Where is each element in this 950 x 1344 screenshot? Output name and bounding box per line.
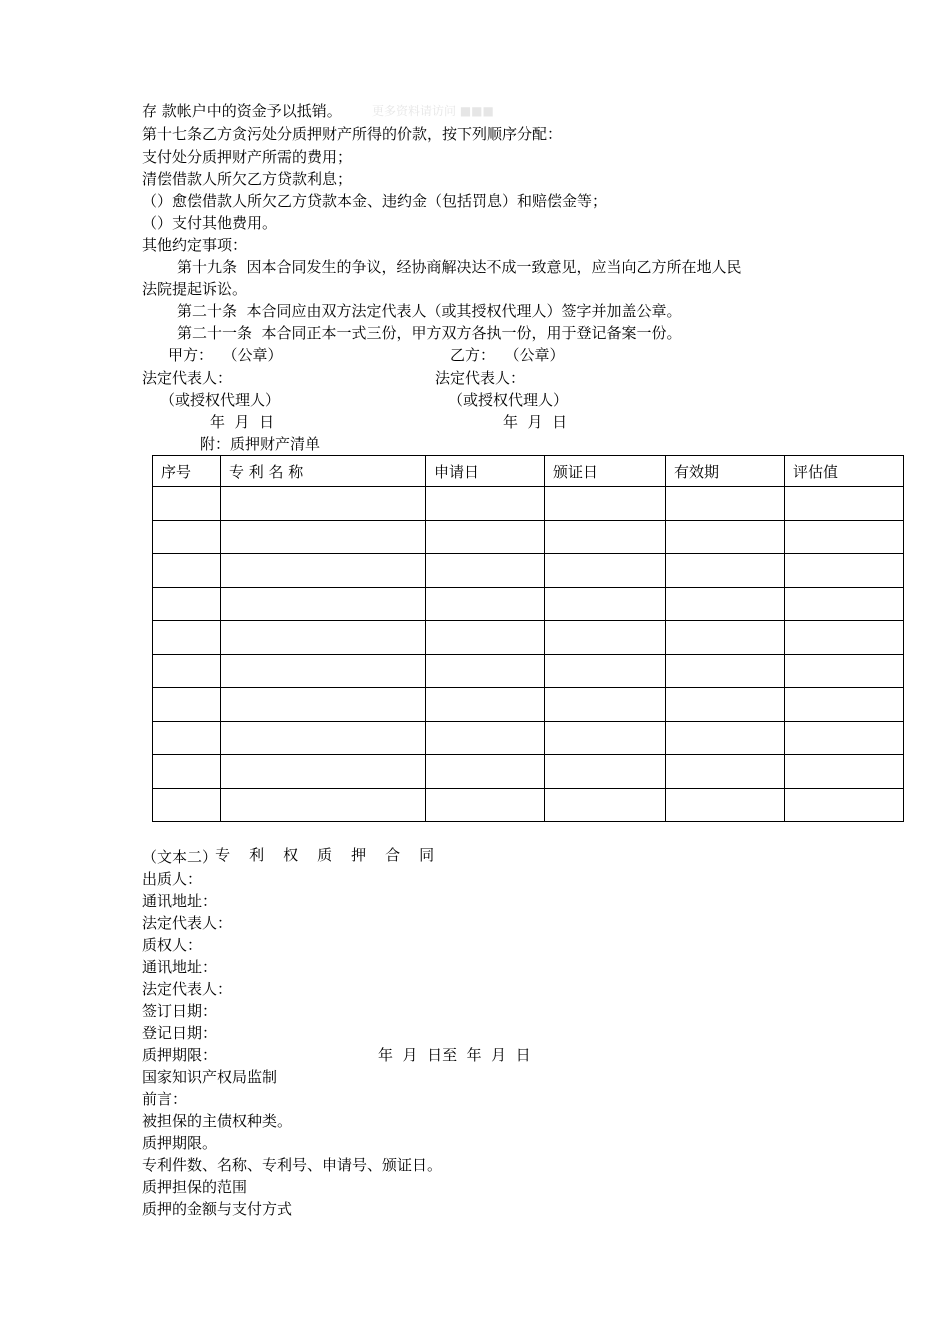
table-row	[153, 554, 904, 588]
text-line: 前言：	[142, 1090, 188, 1108]
table-cell	[545, 788, 666, 822]
text-line: （）支付其他费用。	[142, 214, 278, 232]
text-line: 存 款帐户中的资金予以抵销。	[142, 102, 342, 120]
table-cell	[221, 487, 426, 521]
table-cell	[785, 587, 904, 621]
table-cell	[785, 755, 904, 789]
text-line: 专利件数、名称、专利号、申请号、颁证日。	[142, 1156, 443, 1174]
table-cell	[153, 487, 221, 521]
column-header: 颁证日	[545, 456, 666, 487]
table-cell	[221, 688, 426, 722]
text-line: 质押期限。	[142, 1134, 218, 1152]
table-row	[153, 654, 904, 688]
table-cell	[221, 587, 426, 621]
text-line: 被担保的主债权种类。	[142, 1112, 293, 1130]
table-row	[153, 487, 904, 521]
text-line: 质押担保的范围	[142, 1178, 248, 1196]
column-header: 专 利 名 称	[221, 456, 426, 487]
table-cell	[666, 554, 785, 588]
contract-subtitle: （文本二）	[142, 848, 218, 866]
field-label: 出质人：	[142, 870, 203, 888]
table-cell	[785, 654, 904, 688]
table-cell	[426, 520, 545, 554]
field-label: 通讯地址：	[142, 892, 218, 910]
field-label: 法定代表人：	[142, 980, 233, 998]
table-row	[153, 721, 904, 755]
field-label: 登记日期：	[142, 1024, 218, 1042]
table-cell	[221, 621, 426, 655]
clause-20: 第二十条 本合同应由双方法定代表人（或其授权代理人）签字并加盖公章。	[177, 302, 682, 320]
table-cell	[545, 688, 666, 722]
clause-19: 第十九条 因本合同发生的争议，经协商解决达不成一致意见，应当向乙方所在地人民	[177, 258, 742, 276]
column-header: 有效期	[666, 456, 785, 487]
table-cell	[426, 755, 545, 789]
table-cell	[545, 721, 666, 755]
table-cell	[785, 621, 904, 655]
table-cell	[221, 520, 426, 554]
table-cell	[153, 721, 221, 755]
table-row	[153, 755, 904, 789]
title-char: 专	[215, 846, 231, 864]
text-line: 质押的金额与支付方式	[142, 1200, 293, 1218]
table-cell	[666, 755, 785, 789]
issuer-note: 国家知识产权局监制	[142, 1068, 278, 1086]
table-cell	[785, 721, 904, 755]
table-row	[153, 520, 904, 554]
table-cell	[426, 587, 545, 621]
field-label: 质押期限：	[142, 1046, 218, 1064]
table-cell	[545, 487, 666, 521]
table-cell	[153, 654, 221, 688]
table-cell	[666, 654, 785, 688]
field-label: 通讯地址：	[142, 958, 218, 976]
table-header-row	[153, 456, 904, 487]
table-row	[153, 621, 904, 655]
table-cell	[426, 554, 545, 588]
table-cell	[785, 487, 904, 521]
text-line: 清偿借款人所欠乙方贷款利息；	[142, 170, 353, 188]
field-label: 签订日期：	[142, 1002, 218, 1020]
field-label: 法定代表人：	[142, 914, 233, 932]
table-cell	[221, 755, 426, 789]
table-cell	[221, 654, 426, 688]
rep-b-label: 法定代表人：	[435, 369, 526, 387]
table-cell	[666, 587, 785, 621]
table-cell	[426, 788, 545, 822]
table-cell	[785, 520, 904, 554]
title-char: 押	[351, 846, 367, 864]
pledge-property-table	[152, 455, 904, 822]
table-cell	[666, 788, 785, 822]
table-cell	[666, 487, 785, 521]
text-line: （）愈偿借款人所欠乙方贷款本金、违约金（包括罚息）和赔偿金等；	[142, 192, 608, 210]
agent-b-label: （或授权代理人）	[448, 391, 569, 409]
pledge-period-range: 年 月 日至 年 月 日	[378, 1046, 531, 1064]
date-b-label: 年 月 日	[503, 413, 568, 431]
table-cell	[153, 587, 221, 621]
table-cell	[666, 688, 785, 722]
clause-21: 第二十一条 本合同正本一式三份，甲方双方各执一份，用于登记备案一份。	[177, 324, 682, 342]
column-header: 申请日	[426, 456, 545, 487]
table-cell	[545, 554, 666, 588]
table-cell	[153, 755, 221, 789]
table-cell	[221, 721, 426, 755]
table-cell	[785, 688, 904, 722]
table-cell	[426, 621, 545, 655]
title-char: 利	[249, 846, 265, 864]
text-line: 法院提起诉讼。	[142, 280, 248, 298]
table-row	[153, 587, 904, 621]
text-line: 支付处分质押财产所需的费用；	[142, 148, 353, 166]
table-cell	[153, 554, 221, 588]
table-cell	[221, 788, 426, 822]
title-char: 合	[385, 846, 401, 864]
column-header: 序号	[153, 456, 221, 487]
appendix-title: 附：质押财产清单	[200, 435, 321, 453]
party-b-label: 乙方： （公章）	[450, 346, 565, 364]
field-label: 质权人：	[142, 936, 203, 954]
table-row	[153, 788, 904, 822]
table-cell	[545, 654, 666, 688]
table-cell	[666, 621, 785, 655]
title-char: 同	[419, 846, 435, 864]
table-cell	[153, 520, 221, 554]
title-char: 质	[317, 846, 333, 864]
table-cell	[666, 721, 785, 755]
clause-17: 第十七条乙方贪污处分质押财产所得的价款，按下列顺序分配：	[142, 125, 563, 143]
table-cell	[153, 688, 221, 722]
party-a-label: 甲方： （公章）	[168, 346, 283, 364]
table-cell	[426, 654, 545, 688]
table-cell	[785, 554, 904, 588]
rep-a-label: 法定代表人：	[142, 369, 233, 387]
text-line: 其他约定事项：	[142, 236, 248, 254]
watermark-text: 更多资料请访问 ■■■	[372, 104, 494, 118]
table-cell	[153, 621, 221, 655]
table-cell	[221, 554, 426, 588]
table-cell	[545, 587, 666, 621]
title-char: 权	[283, 846, 299, 864]
table-cell	[545, 621, 666, 655]
table-cell	[153, 788, 221, 822]
agent-a-label: （或授权代理人）	[160, 391, 281, 409]
table-cell	[426, 487, 545, 521]
table-body	[153, 487, 904, 822]
column-header: 评估值	[785, 456, 904, 487]
date-a-label: 年 月 日	[210, 413, 275, 431]
table-cell	[426, 721, 545, 755]
table-row	[153, 688, 904, 722]
contract-title	[196, 825, 434, 885]
table-cell	[545, 520, 666, 554]
table-cell	[666, 520, 785, 554]
table-cell	[545, 755, 666, 789]
table-cell	[426, 688, 545, 722]
table-cell	[785, 788, 904, 822]
